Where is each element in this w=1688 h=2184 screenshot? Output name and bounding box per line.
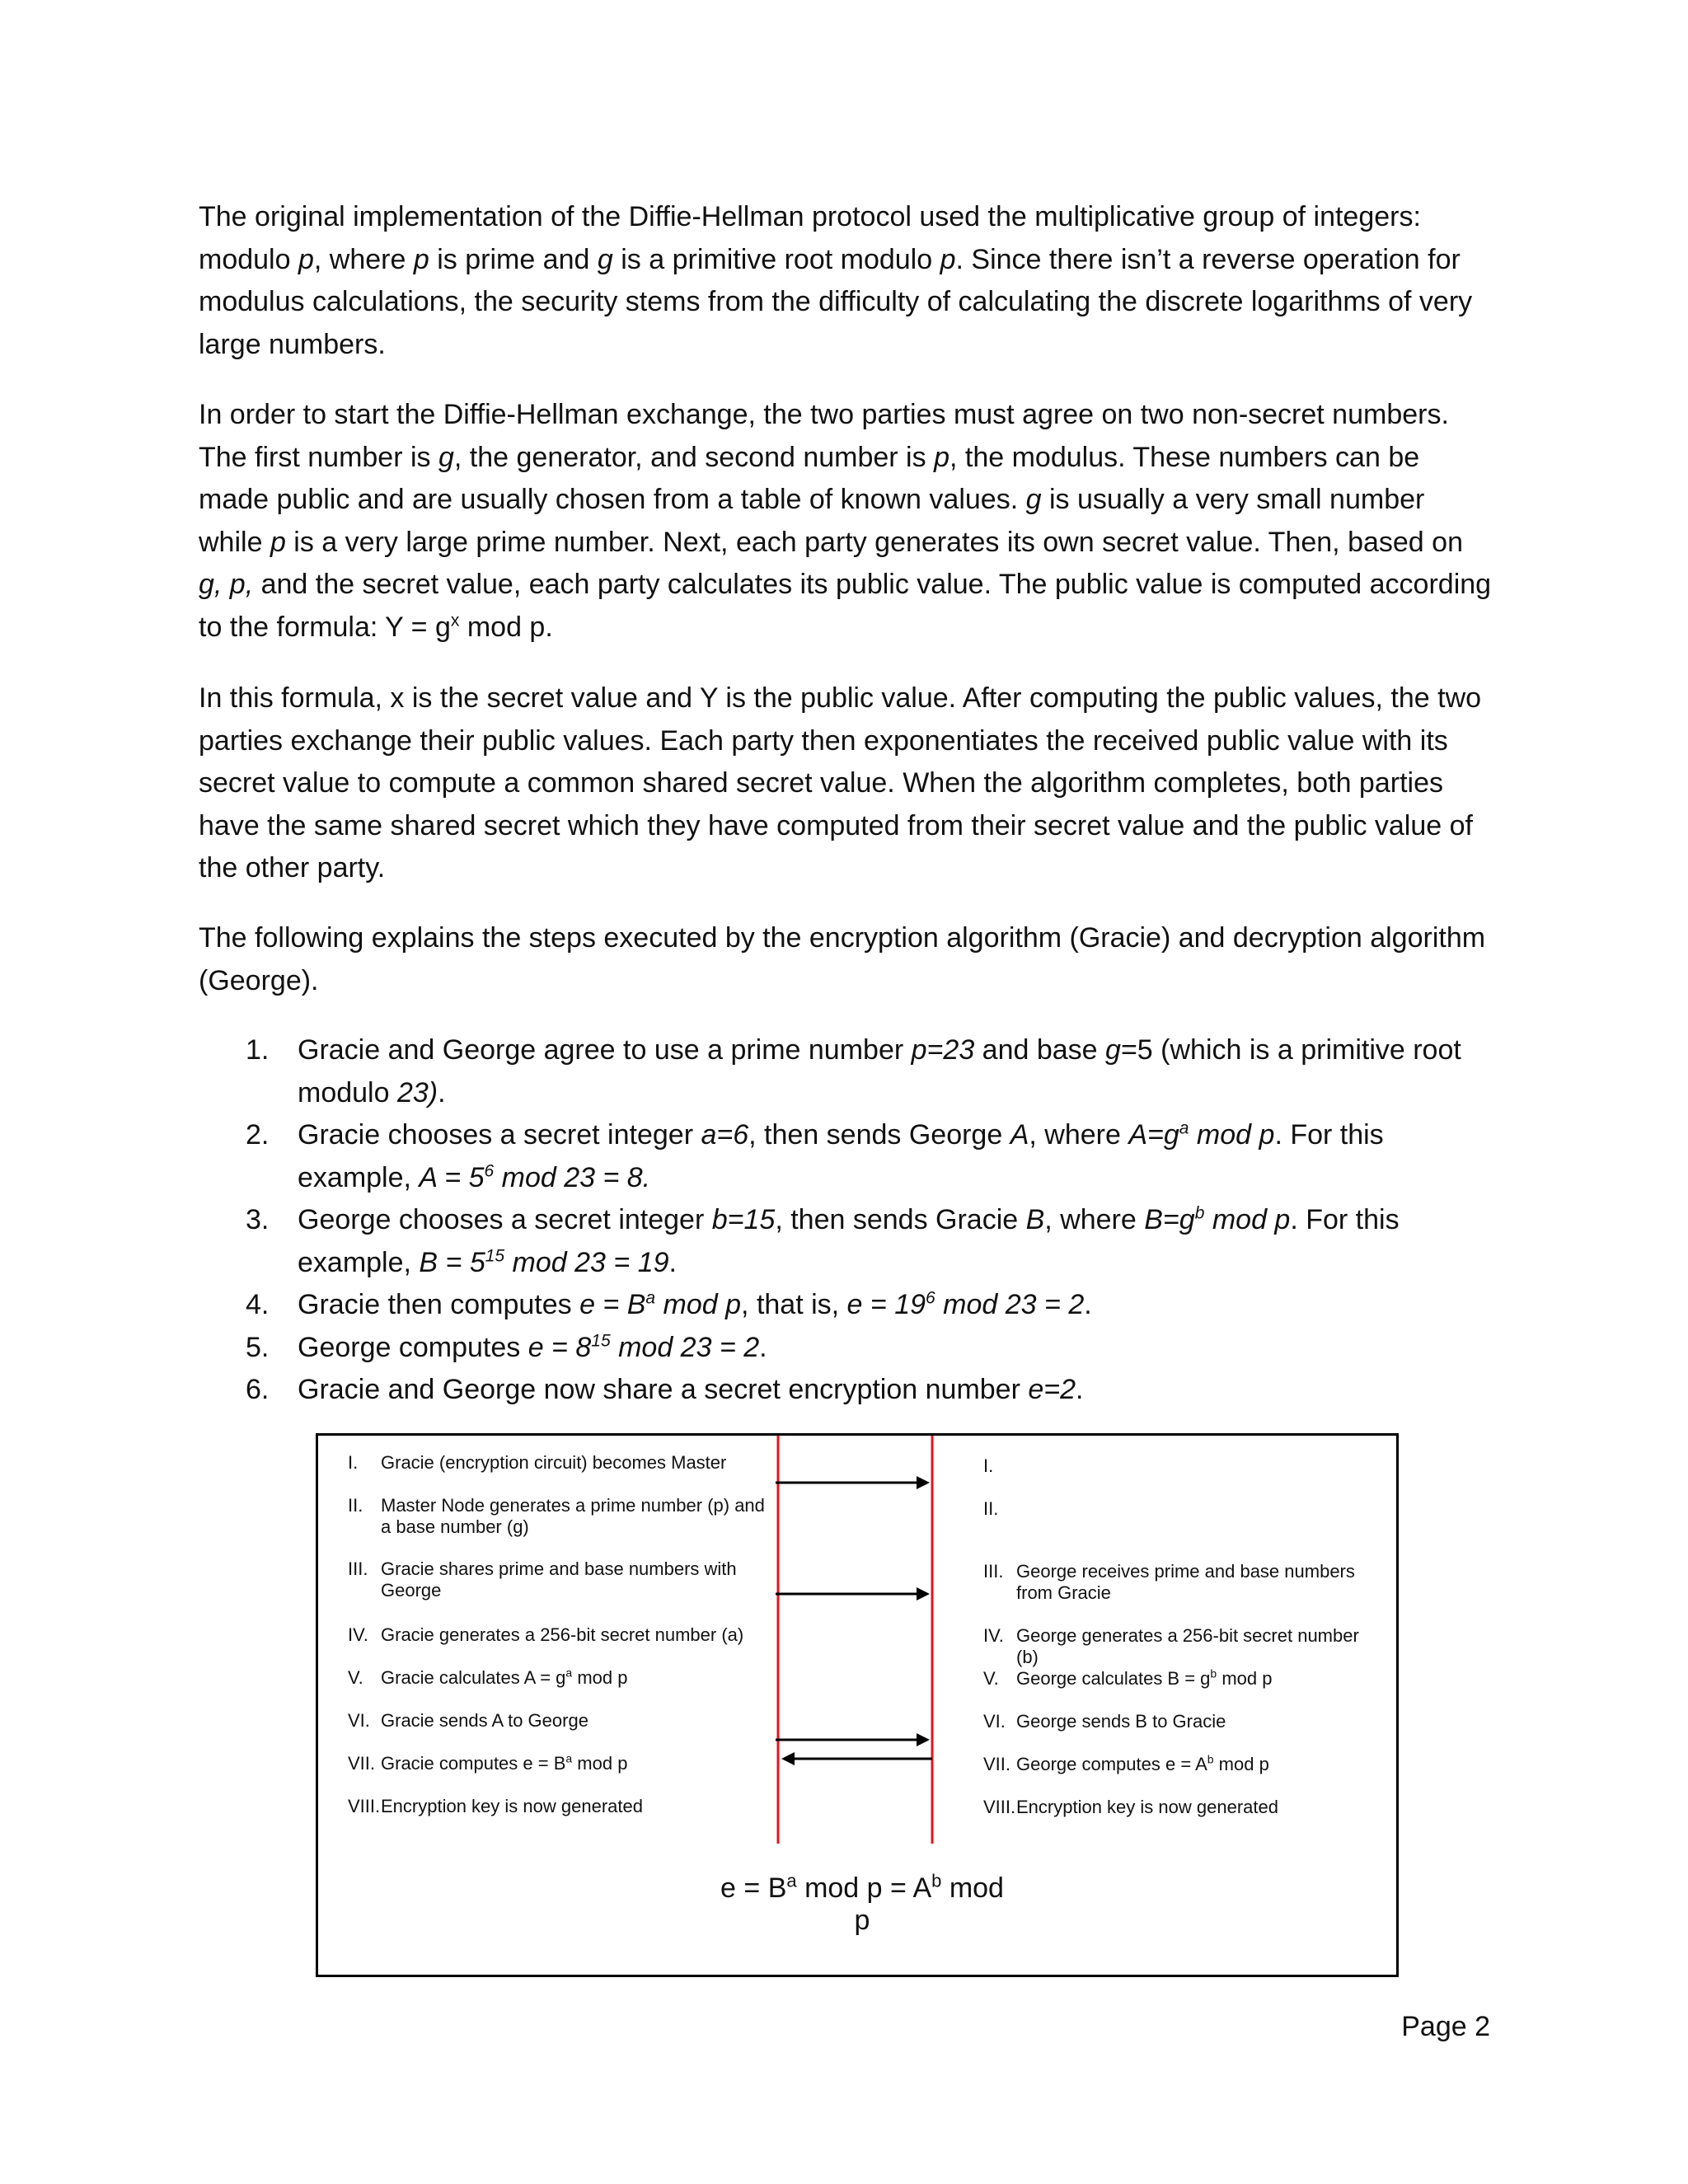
shared-key-formula: $e = B^a$ mod $p = A^b$ mod p	[720, 1870, 1004, 1936]
paragraph-1: The original implementation of the Diffie-Hellman protocol used the multiplicative group of integers: modulo p, where p is prime and g is a primitive root modulo p. Since there isn’t a reverse operation for modulus calculations, the security stems from the difficulty of calculating the discrete logarithms of very large numbers.	[199, 201, 1473, 360]
list-item: 2. Gracie chooses a secret integer a=6, then sends George A, where $A=g^a$ mod p. For this example, $A = 5^6$ mod 23 = 8.	[246, 1118, 1384, 1193]
list-item: 4. Gracie then computes $e = B^a$ mod p, that is, $e = 19^6$ mod 23 = 2.	[246, 1288, 1092, 1320]
list-item: 1. Gracie and George agree to use a prime number p=23 and base g=5 (which is a primitive root modulo 23).	[246, 1034, 1461, 1108]
paragraph-3: In this formula, x is the secret value and Y is the public value. After computing the public values, the two parties exchange their public values. Each party then exponentiates the received public value with its secret value to compute a common shared secret value. When the algorithm completes, both parties have the same shared secret which they have computed from their secret value and the public value of the other party.	[199, 682, 1482, 883]
paragraph-4: The following explains the steps executed by the encryption algorithm (Gracie) and decryption algorithm (George).	[199, 922, 1486, 996]
arrow-right	[776, 1733, 930, 1746]
arrow-right	[776, 1476, 930, 1489]
steps-list	[246, 1029, 1498, 1412]
page-number: Page 2	[1401, 2011, 1490, 2042]
list-item: 3. George chooses a secret integer b=15, then sends Gracie B, where $B=g^b$ mod p. For this example, $B = 5^{15}$ mod 23 = 19.	[246, 1203, 1400, 1278]
list-item: 6. Gracie and George now share a secret encryption number e=2.	[246, 1374, 1084, 1405]
george-steps: I. II. III. George receives prime and base numbers from Gracie IV. George generates a 256-bit secret number (b) V. George calculates $B = g^b$ mod p VI. George sends B to Gracie VII. George computes $e = A^b$ mod p VIII. Encryption key is now generated	[983, 1455, 1359, 1817]
gracie-steps: I. Gracie (encryption circuit) becomes Master II. Master Node generates a prime number (p) and a base number (g) III. Gracie shares prime and base numbers with George IV. Gracie generates a 256-bit secret number (a) V. Gracie calculates $A = g^a$ mod p VI. Gracie sends A to George VII. Gracie computes $e = B^a$ mod p VIII. Encryption key is now generated	[348, 1452, 765, 1816]
arrow-left	[781, 1752, 932, 1765]
key-exchange-diagram	[316, 1433, 1399, 1977]
list-item: 5. George computes $e = 8^{15}$ mod 23 = 2.	[246, 1331, 767, 1363]
arrow-right	[776, 1587, 930, 1601]
paragraph-2: In order to start the Diffie-Hellman exchange, the two parties must agree on two non-secret numbers. The first number is g, the generator, and second number is p, the modulus. These numbers can be made public and are usually chosen from a table of known values. g is usually a very small number while p is a very large prime number. Next, each party generates its own secret value. Then, based on g, p, and the secret value, each party calculates its public value. The public value is computed according to the formula: $Y = g^x$ mod p.	[199, 399, 1492, 643]
